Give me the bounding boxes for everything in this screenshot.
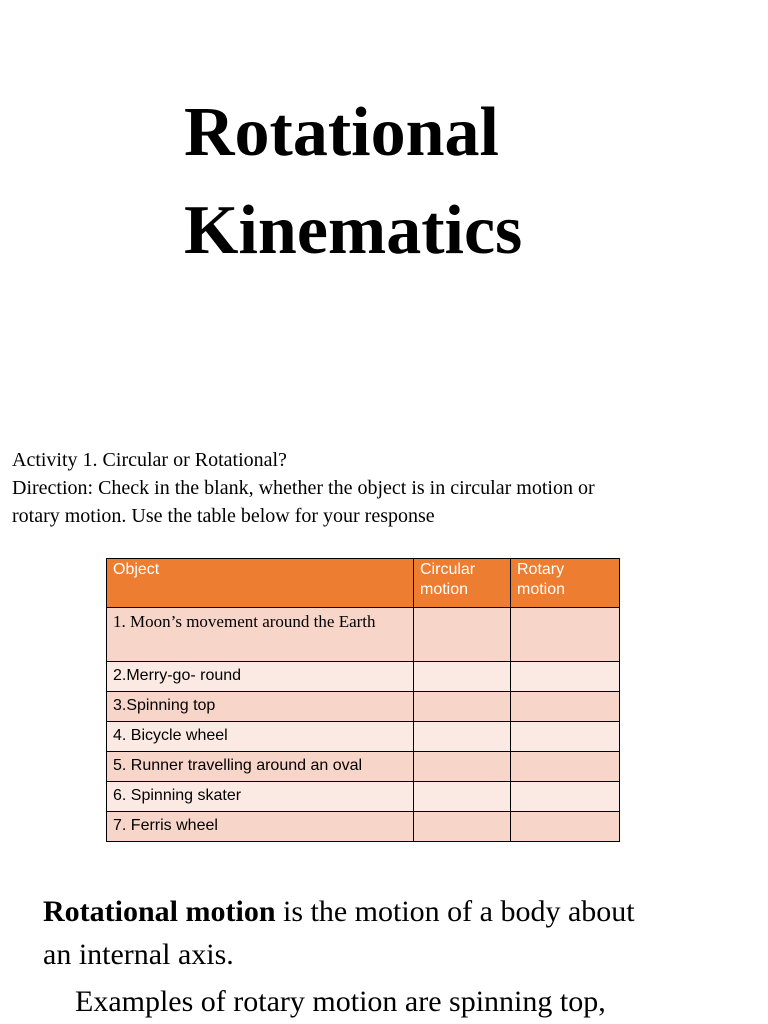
rotary-blank-cell[interactable] [511,692,620,722]
header-circular-line-2: motion [420,581,469,598]
object-cell: 7. Ferris wheel [107,812,414,842]
rotary-blank-cell[interactable] [511,812,620,842]
response-table [106,558,620,842]
rotational-motion-definition [43,890,768,1023]
table-row [107,752,620,782]
examples-line: Examples of rotary motion are spinning top, [75,985,606,1018]
activity-heading: Activity 1. Circular or Rotational? [12,449,287,471]
definition-rest: is the motion of a body about [275,895,635,928]
definition-term: Rotational motion [43,895,276,928]
activity-direction-line-1: Direction: Check in the blank, whether the object is in circular motion or [12,477,595,499]
circular-blank-cell[interactable] [414,782,511,812]
rotary-blank-cell[interactable] [511,608,620,662]
page-title [184,84,522,280]
header-circular-line-1: Circular [420,561,476,578]
circular-blank-cell[interactable] [414,722,511,752]
table-row [107,662,620,692]
object-cell: 2.Merry-go- round [107,662,414,692]
title-line-2: Kinematics [184,192,523,269]
rotary-blank-cell[interactable] [511,752,620,782]
header-rotary-line-1: Rotary [517,561,565,578]
circular-blank-cell[interactable] [414,812,511,842]
object-cell: 5. Runner travelling around an oval [107,752,414,782]
definition-line-1 [43,890,768,933]
rotary-blank-cell[interactable] [511,722,620,752]
circular-blank-cell[interactable] [414,608,511,662]
definition-line-2: an internal axis. [43,938,234,971]
object-cell: 4. Bicycle wheel [107,722,414,752]
circular-blank-cell[interactable] [414,692,511,722]
header-rotary-motion [511,559,620,608]
header-object: Object [107,559,414,608]
circular-blank-cell[interactable] [414,752,511,782]
rotary-blank-cell[interactable] [511,782,620,812]
object-cell: 3.Spinning top [107,692,414,722]
circular-blank-cell[interactable] [414,662,511,692]
activity-direction-line-2: rotary motion. Use the table below for your response [12,505,435,527]
table-header-row [107,559,620,608]
table-row [107,782,620,812]
table-row [107,722,620,752]
object-cell: 1. Moon’s movement around the Earth [107,608,414,662]
title-line-1: Rotational [184,94,499,171]
rotary-blank-cell[interactable] [511,662,620,692]
object-cell: 6. Spinning skater [107,782,414,812]
table-row [107,812,620,842]
header-rotary-line-2: motion [517,581,566,598]
table-row [107,608,620,662]
table-row [107,692,620,722]
activity-instructions [12,446,762,530]
header-circular-motion [414,559,511,608]
